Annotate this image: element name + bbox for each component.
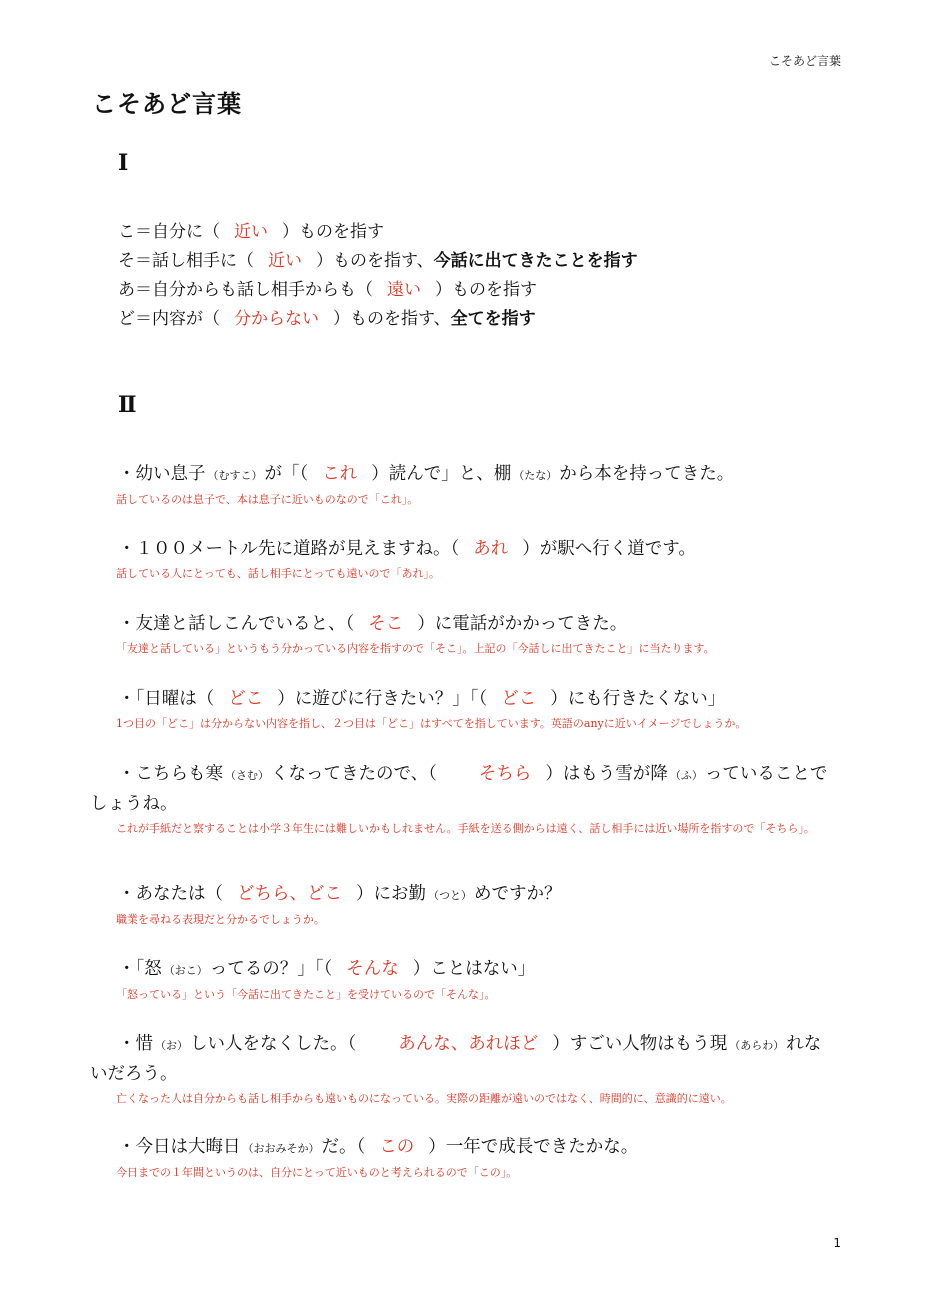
page-number: 1	[833, 1236, 841, 1250]
question-text: ・惜	[118, 1034, 153, 1054]
answer: 分からない	[234, 309, 319, 329]
definition-text: ）ものを指す、	[316, 251, 434, 271]
exercise-item	[90, 685, 838, 734]
question-text: ）が駅へ行く道です。	[522, 539, 696, 559]
exercise-item	[90, 955, 838, 1005]
question-text: ）に遊びに行きたい？」「（	[277, 689, 488, 709]
exercise-question	[90, 760, 838, 819]
exercise-question	[90, 460, 838, 490]
definition-row-a	[118, 276, 638, 305]
exercise-question	[90, 1030, 838, 1089]
running-header: こそあど言葉	[768, 54, 841, 68]
question-text: ）ことはない」	[412, 959, 536, 979]
exercise-note: 「怒っている」という「今話に出てきたこと」を受けているので「そんな」。	[116, 988, 496, 1001]
question-text: めですか？	[474, 884, 562, 904]
question-text: ・「怒	[118, 959, 162, 979]
answer: そちら	[478, 764, 532, 784]
exercise-question	[90, 955, 838, 985]
furigana: （ふ）	[669, 769, 703, 782]
answer: この	[379, 1137, 415, 1157]
question-text: ）に電話がかかってきた。	[417, 614, 628, 634]
definitions-list	[118, 218, 638, 334]
definition-text: ）ものを指す、	[333, 309, 451, 329]
question-text: ・こちらも寒	[118, 764, 223, 784]
exercise-question	[90, 610, 838, 639]
furigana: （たな）	[513, 469, 558, 482]
exercise-note: 話している人にとっても、話し相手にとっても遠いので「あれ」。	[116, 567, 441, 580]
question-text: だ。（	[321, 1137, 366, 1157]
answer: 近い	[234, 222, 268, 242]
question-text: しい人をなくした。（	[190, 1034, 357, 1054]
answer: 近い	[268, 251, 302, 271]
exercise-item	[90, 1133, 838, 1183]
furigana: （おおみそか）	[242, 1142, 320, 1155]
answer: これ	[322, 464, 358, 484]
furigana: （むすこ）	[207, 469, 263, 482]
exercise-question	[90, 880, 838, 910]
section-2-label: Ⅱ	[118, 392, 137, 418]
answer: どこ	[501, 689, 537, 709]
furigana: （お）	[155, 1039, 188, 1052]
question-text: ）読んで」と、棚	[371, 464, 512, 484]
section-1-label: Ⅰ	[118, 150, 129, 176]
exercise-note: 話しているのは息子で、本は息子に近いものなので「これ」。	[116, 493, 419, 506]
question-text: っていることでしょうね。	[90, 764, 828, 814]
question-text: ）すごい人物はもう現	[552, 1034, 728, 1054]
definition-text: ）ものを指す	[435, 280, 537, 300]
answer: そこ	[368, 614, 404, 634]
exercise-item	[90, 880, 838, 930]
answer: あれ	[473, 539, 509, 559]
exercise-item	[90, 535, 838, 584]
exercise-note: 職業を尋ねる表現だと分かるでしょうか。	[116, 913, 325, 926]
exercise-question	[90, 1133, 838, 1163]
exercise-item	[90, 460, 838, 510]
exercise-question	[90, 535, 838, 564]
question-text: ）一年で成長できたかな。	[428, 1137, 639, 1157]
question-text: くなってきたので、（	[271, 764, 437, 784]
exercise-note: 1つ目の「どこ」は分からない内容を指し、２つ目は「どこ」はすべてを指しています。英語のanyに近いイメージでしょうか。	[116, 717, 747, 730]
exercise-note: これが手紙だと察することは小学３年生には難しいかもしれません。手紙を送る側からは遠く、話し相手には近い場所を指すので「そちら」。	[116, 822, 815, 835]
question-text: ・今日は大晦日	[118, 1137, 241, 1157]
definition-text: ど＝内容が（	[118, 309, 220, 329]
question-text: ってるの？」「（	[209, 959, 333, 979]
answer: 遠い	[387, 280, 421, 300]
exercise-note: 「友達と話している」というもう分かっている内容を指すので「そこ」。上記の「今話しに出てきたこと」に当たります。	[116, 642, 715, 655]
definition-emphasis: 全てを指す	[450, 309, 536, 329]
question-text: が「（	[264, 464, 309, 484]
question-text: から本を持ってきた。	[559, 464, 735, 484]
answer: あんな、あれほど	[398, 1034, 539, 1054]
page-title: こそあど言葉	[92, 89, 242, 118]
definition-text: こ＝自分に（	[118, 222, 220, 242]
definition-text: あ＝自分からも話し相手からも（	[118, 280, 373, 300]
answer: そんな	[346, 959, 399, 979]
question-text: ）にお勤	[356, 884, 426, 904]
definition-row-do	[118, 305, 638, 334]
exercise-item	[90, 610, 838, 659]
definition-emphasis: 今話に出てきたことを指す	[433, 251, 638, 271]
exercise-item	[90, 1030, 838, 1109]
answer: どこ	[228, 689, 264, 709]
furigana: （おこ）	[163, 964, 208, 977]
exercise-question	[90, 685, 838, 714]
question-text: ・１００メートル先に道路が見えますね。（	[118, 539, 460, 559]
furigana: （さむ）	[225, 769, 269, 782]
question-text: ・あなたは（	[118, 884, 223, 904]
definition-text: そ＝話し相手に（	[118, 251, 254, 271]
definition-row-ko	[118, 218, 638, 247]
question-text: れないだろう。	[90, 1034, 822, 1084]
exercise-note: 今日までの１年間というのは、自分にとって近いものと考えられるので「この」。	[116, 1166, 518, 1179]
furigana: （つと）	[428, 889, 472, 902]
exercise-item	[90, 760, 838, 839]
exercise-note: 亡くなった人は自分からも話し相手からも遠いものになっている。実際の距離が遠いのではなく、時間的に、意識的に遠い。	[116, 1092, 732, 1105]
question-text: ・幼い息子	[118, 464, 206, 484]
definition-row-so	[118, 247, 638, 276]
question-text: ・友達と話しこんでいると、（	[118, 614, 355, 634]
furigana: （あらわ）	[729, 1039, 785, 1052]
question-text: ）にも行きたくない」	[550, 689, 726, 709]
answer: どちら、どこ	[237, 884, 342, 904]
definition-text: ）ものを指す	[282, 222, 384, 242]
question-text: ・「日曜は（	[118, 689, 215, 709]
question-text: ）はもう雪が降	[545, 764, 668, 784]
